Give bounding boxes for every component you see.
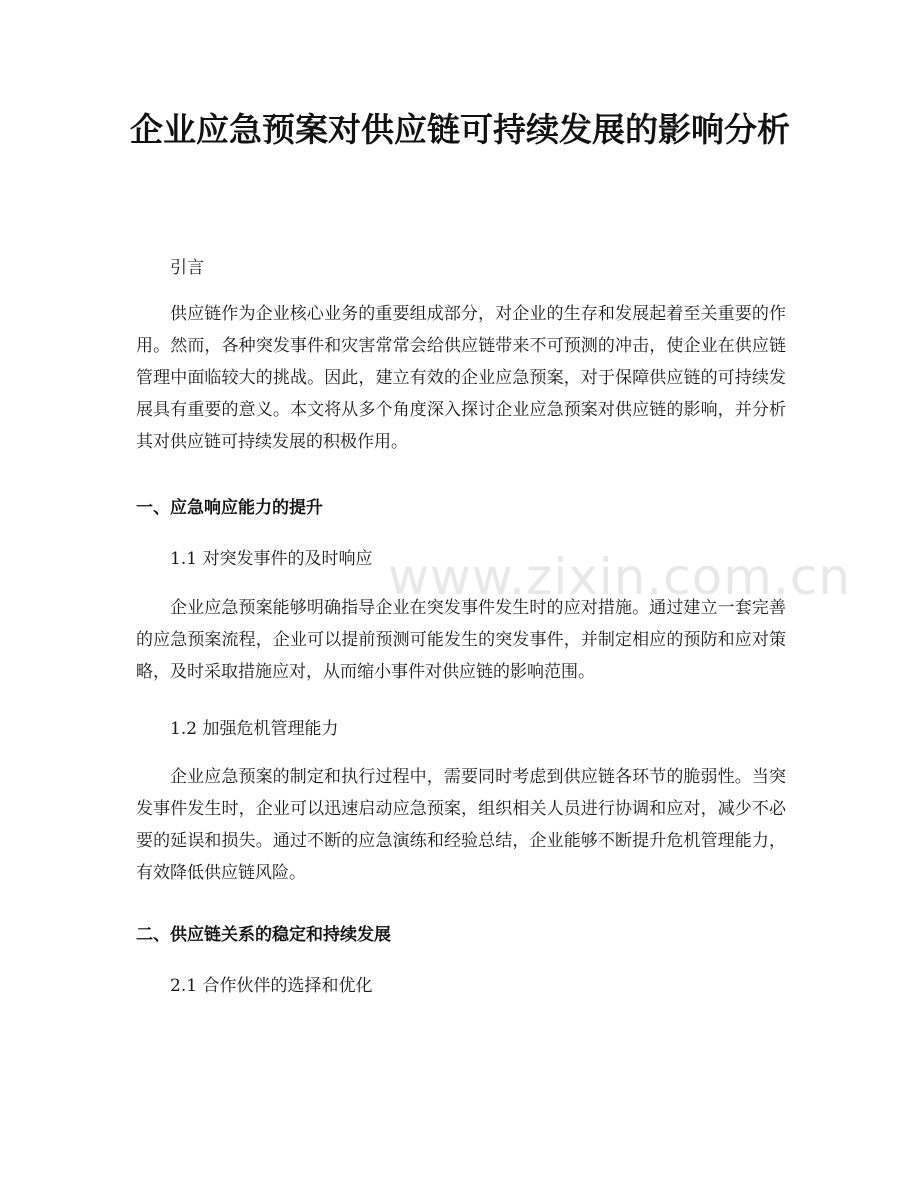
section-1-1-title: 1.1 对突发事件的及时响应 (170, 549, 373, 569)
section-1-2-title: 1.2 加强危机管理能力 (170, 719, 339, 739)
section-1-heading: 一、应急响应能力的提升 (136, 498, 323, 518)
intro-paragraph: 供应链作为企业核心业务的重要组成部分，对企业的生存和发展起着至关重要的作用。然而，各种突发事件和灾害常常会给供应链带来不可预测的冲击，使企业在供应链管理中面临较大的挑战。因此，建立有效的企业应急预案，对于保障供应链的可持续发展具有重要的意义。本文将从多个角度深入探讨企业应急预案对供应链的影响，并分析其对供应链可持续发展的积极作用。 (136, 304, 786, 452)
document-title: 企业应急预案对供应链可持续发展的影响分析 (130, 110, 790, 149)
section-1-1-paragraph: 企业应急预案能够明确指导企业在突发事件发生时的应对措施。通过建立一套完善的应急预案流程，企业可以提前预测可能发生的突发事件，并制定相应的预防和应对策略，及时采取措施应对，从而缩小事件对供应链的影响范围。 (136, 598, 786, 682)
section-2-1-title: 2.1 合作伙伴的选择和优化 (170, 976, 373, 996)
section-1-2-paragraph: 企业应急预案的制定和执行过程中，需要同时考虑到供应链各环节的脆弱性。当突发事件发生时，企业可以迅速启动应急预案，组织相关人员进行协调和应对，减少不必要的延误和损失。通过不断的应急演练和经验总结，企业能够不断提升危机管理能力，有效降低供应链风险。 (136, 767, 786, 883)
intro-label: 引言 (170, 258, 204, 278)
section-2-heading: 二、供应链关系的稳定和持续发展 (136, 925, 391, 945)
watermark: www.zixin.com.cn (388, 548, 852, 606)
